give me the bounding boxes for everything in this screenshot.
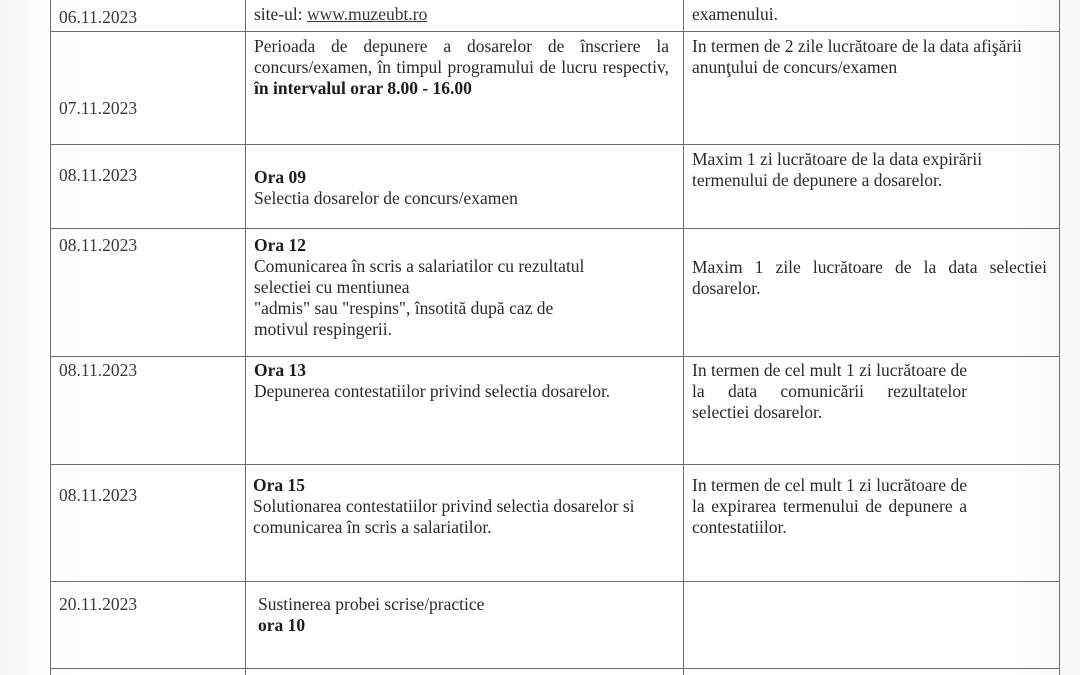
- date-cell: [51, 229, 246, 357]
- term-text: Maxim 1 zile lucrătoare de la data selectiei dosarelor.: [692, 257, 1047, 298]
- term-cell: [684, 32, 1060, 145]
- activity-text-line-4: motivul respingerii.: [254, 319, 393, 339]
- date-cell: [51, 465, 246, 582]
- term-cell: [684, 582, 1060, 669]
- activity-time: Ora 12: [254, 235, 307, 255]
- date-text: 07.11.2023: [59, 98, 138, 118]
- activity-cell: [246, 145, 684, 229]
- activity-time: Ora 15: [253, 475, 306, 495]
- activity-cell: [246, 229, 684, 357]
- activity-text: Selectia dosarelor de concurs/examen: [254, 188, 518, 208]
- term-text: In termen de cel mult 1 zi lucrătoare de la expirarea termenului de depunere a contestatiilor.: [692, 475, 968, 537]
- table-row: [51, 145, 1060, 229]
- date-text: 08.11.2023: [59, 235, 138, 255]
- activity-text: Solutionarea contestatiilor privind selectia dosarelor si comunicarea în scris a salariatilor.: [253, 496, 635, 537]
- exam-schedule-table: [50, 0, 1060, 675]
- activity-text: Sustinerea probei scrise/practice: [258, 594, 485, 614]
- table-row: [51, 0, 1060, 32]
- date-cell: [51, 669, 246, 675]
- activity-cell: [246, 669, 684, 675]
- date-text: 08.11.2023: [59, 360, 138, 380]
- activity-cell: [246, 465, 684, 582]
- activity-cell: [246, 0, 684, 32]
- term-text: In termen de 2 zile lucrătoare de la data afişării anunţului de concurs/examen: [692, 36, 1022, 77]
- table-row: [51, 357, 1060, 465]
- table-row: [51, 32, 1060, 145]
- term-cell: [684, 669, 1060, 675]
- activity-text: Perioada de depunere a dosarelor de înscriere la concurs/examen, în timpul programului de lucru respectiv,: [254, 36, 669, 77]
- term-cell: [684, 357, 1060, 465]
- activity-text-line-2: selectiei cu mentiunea: [254, 277, 410, 297]
- table-row: [51, 582, 1060, 669]
- term-cell: [684, 145, 1060, 229]
- table-row: [51, 465, 1060, 582]
- term-text: Maxim 1 zi lucrătoare de la data expirării termenului de depunere a dosarelor.: [692, 149, 983, 190]
- activity-text-line-3: "admis" sau "respins", însotită după caz de: [254, 298, 554, 318]
- activity-text: Depunerea contestatiilor privind selectia dosarelor.: [254, 381, 611, 401]
- website-link[interactable]: www.muzeubt.ro: [306, 4, 428, 24]
- date-cell: [51, 32, 246, 145]
- date-text: 08.11.2023: [59, 485, 138, 505]
- table-row: [51, 669, 1060, 675]
- activity-time: Ora 09: [254, 167, 307, 187]
- term-text: In termen de cel mult 1 zi lucrătoare de la data comunicării rezultatelor selectiei dosarelor.: [692, 360, 968, 422]
- date-cell: [51, 0, 246, 32]
- date-cell: [51, 357, 246, 465]
- table-row: [51, 229, 1060, 357]
- term-cell: [684, 0, 1060, 32]
- term-cell: [684, 465, 1060, 582]
- site-label: site-ul:: [254, 4, 307, 24]
- date-cell: [51, 145, 246, 229]
- date-text: 08.11.2023: [59, 165, 138, 185]
- activity-time: Ora 13: [254, 360, 307, 380]
- activity-time-interval: în intervalul orar 8.00 - 16.00: [254, 78, 472, 98]
- activity-cell: [246, 582, 684, 669]
- activity-text-line-1: Comunicarea în scris a salariatilor cu rezultatul: [254, 256, 585, 276]
- term-text: examenului.: [692, 4, 779, 24]
- activity-cell: [246, 32, 684, 145]
- date-text: 20.11.2023: [59, 594, 138, 614]
- date-text: 06.11.2023: [59, 7, 138, 27]
- date-cell: [51, 582, 246, 669]
- term-cell: [684, 229, 1060, 357]
- activity-cell: [246, 357, 684, 465]
- activity-time: ora 10: [258, 615, 306, 635]
